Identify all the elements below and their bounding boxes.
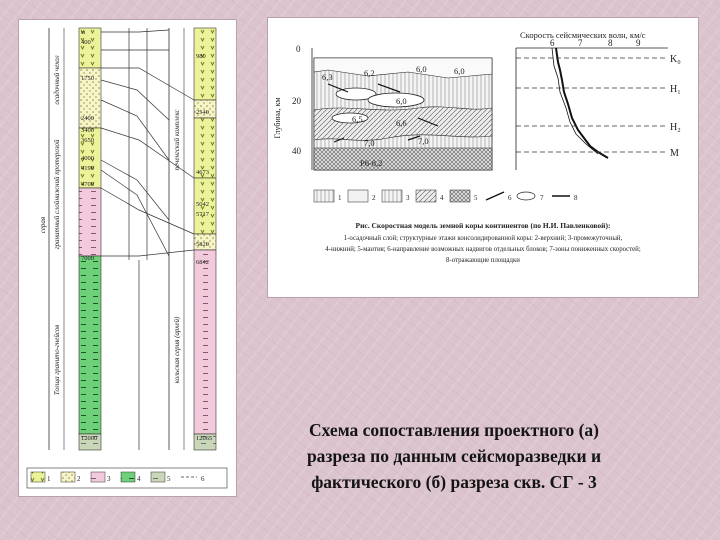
depth-label-b-3: 5042: [196, 201, 209, 208]
figure-caption-line-2: 4-нижний; 5-мантия; 6-направление возможных надвигов отдельных блоков; 7-зоны пониженных скоростей;: [325, 246, 641, 253]
legend-num-1: 1: [338, 194, 342, 202]
depth-label-b-6: 6842: [196, 259, 209, 266]
figure-caption-line-3: 8-отражающие площадки: [446, 257, 520, 264]
legend-label-1: 1: [47, 475, 51, 483]
depth-label-a-5: 3650: [81, 137, 94, 144]
depth-axis: [273, 44, 312, 170]
depth-axis-label: Глубина, км: [273, 97, 282, 139]
depth-label-a-2: 1750: [81, 75, 94, 82]
caption-line-3: фактического (б) разреза скв. СГ - 3: [311, 472, 597, 492]
depth-label-b-4: 5717: [196, 211, 209, 218]
depth-label-a-7: 4190: [81, 165, 94, 172]
legend-num-3: 3: [406, 194, 410, 202]
boundary-m: M: [670, 148, 679, 159]
legend-label-4: 4: [137, 475, 141, 483]
section-value-1: 6,2: [364, 68, 375, 78]
correlation-lines: [101, 28, 194, 450]
legend-label-2: 2: [77, 475, 81, 483]
column-a-label-0: осадочный чехол: [53, 55, 61, 105]
column-a-label-2: серая: [39, 216, 47, 234]
depth-tick-0: 0: [296, 44, 301, 54]
velocity-model-svg: [268, 18, 698, 297]
depth-label-a-6: 4000: [81, 155, 94, 162]
figure-caption-line-1: 1-осадочный слой; структурные этажи консолидированной коры: 2-верхний; 3-промежуточный,: [343, 235, 623, 242]
legend-label-3: 3: [107, 475, 111, 483]
section-value-6: 6,6: [396, 118, 407, 128]
depth-label-a-10: 12000: [81, 435, 98, 442]
column-b-label-0: печенгский комплекс: [173, 109, 181, 171]
depth-tick-40: 40: [292, 146, 301, 156]
velocity-tick-7: 7: [578, 38, 583, 48]
section-value-0: 6,3: [322, 72, 333, 82]
depth-label-b-1: 2540: [196, 109, 209, 116]
section-value-3: 6,0: [454, 66, 465, 76]
legend-num-7: 7: [540, 194, 544, 202]
velocity-plot: [516, 30, 681, 170]
column-a-label-3: гранитный слой: [53, 200, 61, 250]
depth-label-b-7: 12065: [196, 435, 213, 442]
figure-caption-title: Рис. Скоростная модель земной коры континентов (по Н.И. Павленковой):: [355, 221, 611, 230]
boundary-k0: K₀: [670, 54, 681, 65]
left-legend: [27, 468, 227, 488]
depth-label-a-3: 2400: [81, 115, 94, 122]
depth-label-b-5: 5820: [196, 241, 209, 248]
depth-label-a-1: 400: [81, 39, 91, 46]
section-value-4: 6,0: [396, 96, 407, 106]
depth-label-a-0: м: [81, 29, 86, 36]
legend-num-6: 6: [508, 194, 512, 202]
section-value-9: P6-8,2: [360, 158, 383, 168]
depth-label-a-8: 4700: [81, 181, 94, 188]
column-b: [169, 28, 216, 450]
section-value-5: 6,5: [352, 114, 363, 124]
section-value-2: 6,0: [416, 64, 427, 74]
depth-label-b-0: 980: [196, 53, 206, 60]
velocity-tick-6: 6: [550, 38, 555, 48]
velocity-tick-8: 8: [608, 38, 613, 48]
boundary-h2: H₂: [670, 122, 681, 133]
depth-label-a-9: 7000: [81, 255, 94, 262]
legend-num-8: 8: [574, 194, 578, 202]
boundary-h1: H₁: [670, 84, 681, 95]
legend-label-5: 5: [167, 475, 171, 483]
stratigraphic-section-svg: [19, 20, 236, 496]
legend-num-2: 2: [372, 194, 376, 202]
right-legend: [314, 190, 578, 202]
column-a-label-1: нижний протерозой: [53, 139, 61, 201]
legend-num-5: 5: [474, 194, 478, 202]
slide-caption: [234, 417, 674, 495]
caption-line-2: разреза по данным сейсморазведки и: [306, 446, 602, 466]
legend-num-4: 4: [440, 194, 444, 202]
column-b-labels: [173, 109, 181, 384]
section-value-7: 7,0: [364, 138, 375, 148]
crust-cross-section: [314, 58, 492, 170]
velocity-tick-9: 9: [636, 38, 641, 48]
depth-tick-20: 20: [292, 96, 301, 106]
depth-label-a-4: 3400: [81, 127, 94, 134]
velocity-model-figure: [268, 18, 698, 297]
figure-caption: [325, 221, 641, 264]
caption-line-1: Схема сопоставления проектного (а): [308, 420, 600, 440]
depth-label-b-2: 4673: [196, 169, 209, 176]
legend-label-6: 6: [201, 475, 205, 483]
column-b-label-1: кольская серия (архей): [173, 316, 181, 384]
section-value-8: 7,0: [418, 136, 429, 146]
column-a-label-4: Толща гранито-гнейсов: [53, 324, 61, 396]
column-a-labels: [39, 55, 61, 395]
stratigraphic-section-figure: [19, 20, 236, 496]
velocity-title: Скорость сейсмических волн, км/с: [520, 30, 646, 40]
